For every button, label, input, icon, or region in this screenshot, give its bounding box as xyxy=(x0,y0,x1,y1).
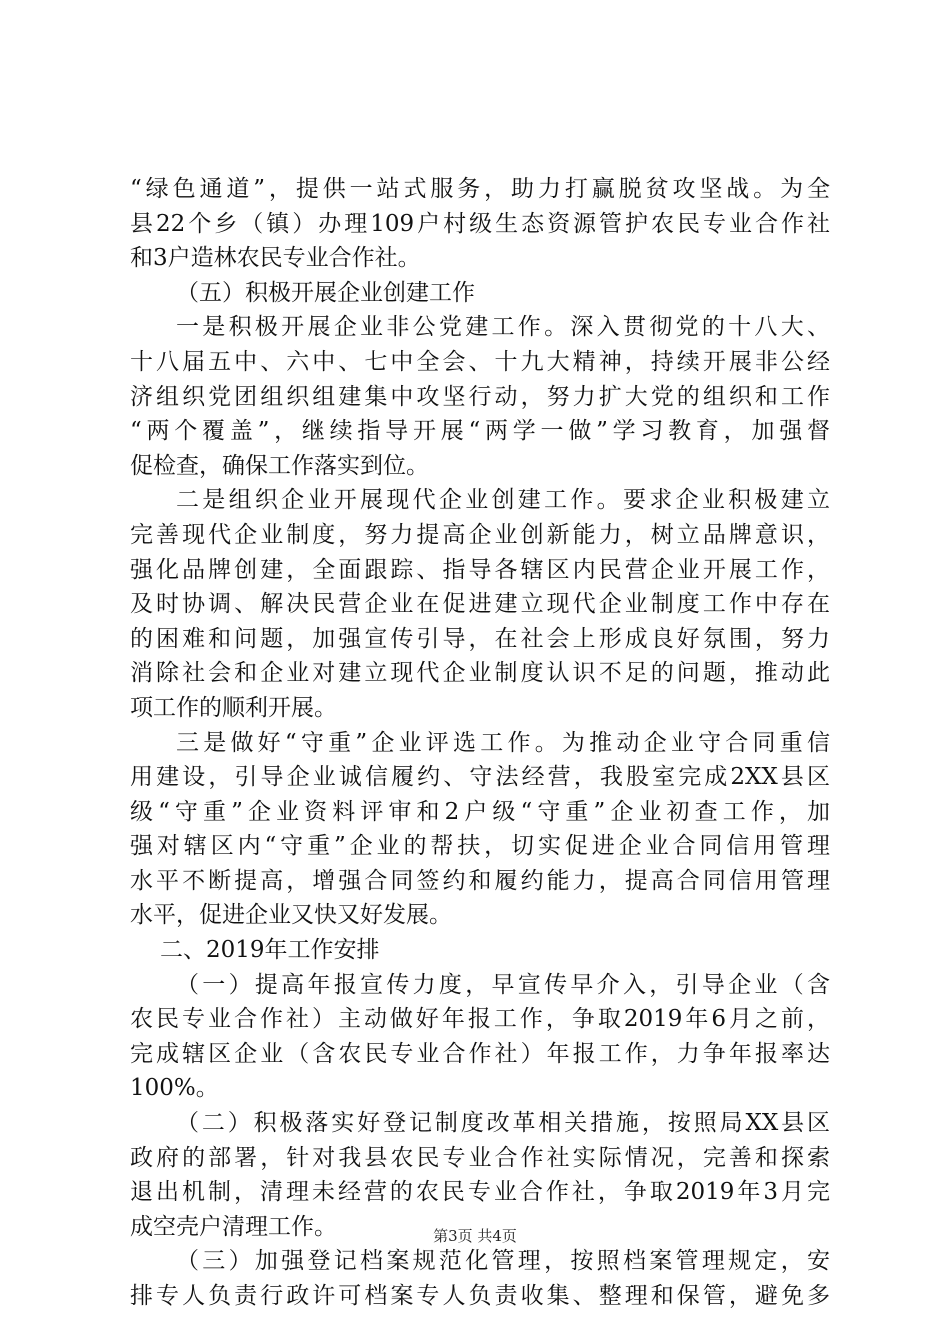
text-line: 济组织党团组织组建集中攻坚行动，努力扩大党的组织和工作 xyxy=(130,383,830,410)
section-heading: 二、2019年工作安排 xyxy=(160,937,380,964)
text-line: 100%。 xyxy=(130,1075,219,1102)
text-line: 及时协调、解决民营企业在促进建立现代企业制度工作中存在 xyxy=(130,591,830,618)
text-line: （二）积极落实好登记制度改革相关措施，按照局XX县区 xyxy=(176,1110,830,1137)
text-line: 农民专业合作社）主动做好年报工作，争取2019年6月之前， xyxy=(130,1006,830,1033)
text-line: 二是组织企业开展现代企业创建工作。要求企业积极建立 xyxy=(176,487,830,514)
text-line: （三）加强登记档案规范化管理，按照档案管理规定，安 xyxy=(176,1248,830,1275)
document-body xyxy=(130,172,830,1314)
text-line: 十八届五中、六中、七中全会、十九大精神，持续开展非公经 xyxy=(130,348,830,375)
text-line: 的困难和问题，加强宣传引导，在社会上形成良好氛围，努力 xyxy=(130,625,830,652)
text-line: “两个覆盖”，继续指导开展“两学一做”学习教育，加强督 xyxy=(130,418,830,445)
page-number: 第3页 共4页 xyxy=(433,1227,517,1245)
text-line: （一）提高年报宣传力度，早宣传早介入，引导企业（含 xyxy=(176,971,830,998)
text-line: 排专人负责行政许可档案专人负责收集、整理和保管，避免多 xyxy=(130,1283,830,1309)
text-line: 三是做好“守重”企业评选工作。为推动企业守合同重信 xyxy=(176,729,830,756)
text-line: “绿色通道”，提供一站式服务，助力打赢脱贫攻坚战。为全 xyxy=(130,176,830,202)
text-line: 完成辖区企业（含农民专业合作社）年报工作，力争年报率达 xyxy=(130,1040,830,1067)
text-line: 水平，促进企业又快又好发展。 xyxy=(130,902,452,929)
text-line: 一是积极开展企业非公党建工作。深入贯彻党的十八大、 xyxy=(176,314,830,341)
section-heading: （五）积极开展企业创建工作 xyxy=(176,279,475,306)
text-line: 项工作的顺利开展。 xyxy=(130,694,337,721)
text-line: 和3户造林农民专业合作社。 xyxy=(130,245,421,272)
text-line: 退出机制，清理未经营的农民专业合作社，争取2019年3月完 xyxy=(130,1179,830,1206)
text-line: 完善现代企业制度，努力提高企业创新能力，树立品牌意识， xyxy=(130,521,830,548)
text-line: 县22个乡（镇）办理109户村级生态资源管护农民专业合作社 xyxy=(130,210,830,237)
text-line: 强对辖区内“守重”企业的帮扶，切实促进企业合同信用管理 xyxy=(130,833,830,860)
text-line: 水平不断提高，增强合同签约和履约能力，提高合同信用管理 xyxy=(130,867,830,894)
text-line: 促检查，确保工作落实到位。 xyxy=(130,452,429,479)
text-line: 政府的部署，针对我县农民专业合作社实际情况，完善和探索 xyxy=(130,1144,830,1171)
text-line: 成空壳户清理工作。 xyxy=(130,1213,337,1240)
text-line: 级“守重”企业资料评审和2户级“守重”企业初查工作，加 xyxy=(130,798,830,825)
text-line: 消除社会和企业对建立现代企业制度认识不足的问题，推动此 xyxy=(130,660,830,687)
text-line: 强化品牌创建，全面跟踪、指导各辖区内民营企业开展工作， xyxy=(130,556,830,583)
text-line: 用建设，引导企业诚信履约、守法经营，我股室完成2XX县区 xyxy=(130,764,830,791)
